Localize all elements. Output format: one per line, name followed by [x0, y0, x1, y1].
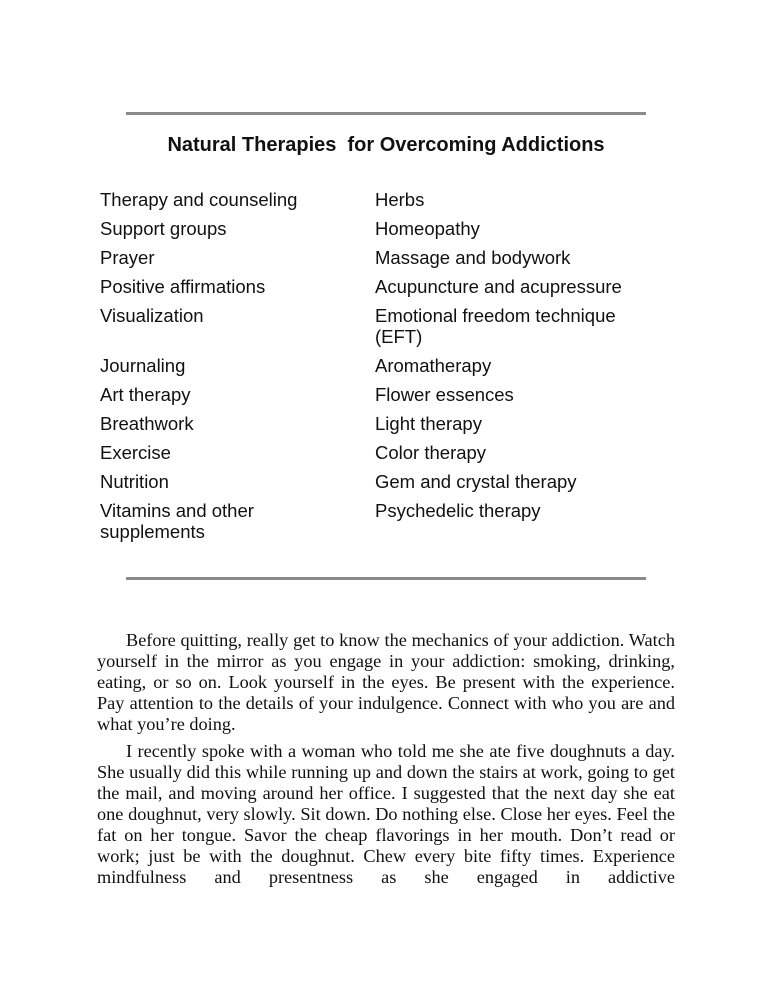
- list-item: Journaling: [100, 355, 186, 376]
- list-item: Nutrition: [100, 471, 169, 492]
- list-item: Light therapy: [375, 413, 482, 434]
- list-item: Flower essences: [375, 384, 514, 405]
- list-item: Psychedelic therapy: [375, 500, 541, 521]
- list-item: Color therapy: [375, 442, 487, 463]
- list-item: Support groups: [100, 218, 227, 239]
- list-item: Art therapy: [100, 384, 191, 405]
- list-item: Vitamins and other supplements: [100, 500, 254, 542]
- therapies-list-right: [375, 189, 655, 529]
- list-item: Homeopathy: [375, 218, 480, 239]
- list-item: Emotional freedom technique (EFT): [375, 305, 616, 347]
- list-item: Gem and crystal therapy: [375, 471, 577, 492]
- list-item: Breathwork: [100, 413, 194, 434]
- body-paragraph: I recently spoke with a woman who told me she ate five doughnuts a day. She usually did this while running up and down the stairs at work, going to get the mail, and moving around her office. I suggested that the next day she eat one doughnut, very slowly. Sit down. Do nothing else. Close her eyes. Feel the fat on her tongue. Savor the cheap flavorings in her mouth. Don’t read or work; just be with the doughnut. Chew every bite fifty times. Experience mindfulness and presentness as she engaged in addictive: [97, 741, 675, 887]
- sidebar-bottom-rule: [126, 577, 646, 580]
- list-item: Exercise: [100, 442, 171, 463]
- body-text: [97, 630, 675, 894]
- list-item: Prayer: [100, 247, 155, 268]
- therapies-list-left: [100, 189, 350, 550]
- list-item: Positive affirmations: [100, 276, 266, 297]
- list-item: Massage and bodywork: [375, 247, 571, 268]
- sidebar-top-rule: [126, 112, 646, 115]
- list-item: Acupuncture and acupressure: [375, 276, 622, 297]
- list-item: Herbs: [375, 189, 425, 210]
- body-paragraph: Before quitting, really get to know the mechanics of your addiction. Watch yourself in the mirror as you engage in your addiction: smoking, drinking, eating, or so on. Look yourself in the eyes. Be present with the experience. Pay attention to the details of your indulgence. Connect with who you are and what you’re doing.: [97, 630, 675, 734]
- sidebar-title: Natural Therapies for Overcoming Addictions: [167, 134, 605, 156]
- list-item: Therapy and counseling: [100, 189, 298, 210]
- list-item: Visualization: [100, 305, 204, 326]
- list-item: Aromatherapy: [375, 355, 492, 376]
